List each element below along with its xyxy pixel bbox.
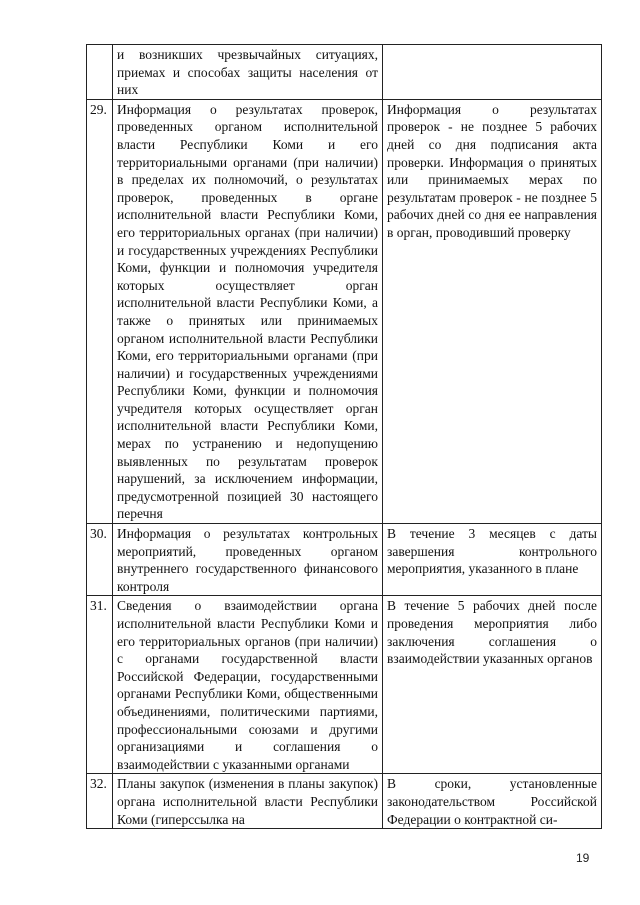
table-row	[87, 524, 602, 596]
information-cell	[113, 99, 383, 523]
information-cell	[113, 45, 383, 100]
information-text: и возникших чрезвычайных ситуациях, приемах и способах защиты населения от них	[117, 47, 378, 98]
information-text: Информация о результатах проверок, проведенных органом исполнительной власти Республики Коми и его территориальными органами (при наличии) в пределах их полномочий, о результатах проверок, проведенных в органе исполнительной власти Республики Коми, его территориальных органах (при наличии) и государственных учреждениях Республики Коми, функции и полномочия учредителя которых осуществляет орган исполнительной власти Республики Коми, а также о принятых или принимаемых органом исполнительной власти Республики Коми, его территориальными органами (при наличии) и государственных учреждениями Республики Коми, функции и полномочия учредителя которых осуществляет орган исполнительной власти Республики Коми, мерах по устранению и недопущению выявленных по результатам проверок нарушений, за исключением информации, предусмотренной позицией 30 настоящего перечня	[117, 101, 378, 522]
deadline-text: Информация о результатах проверок - не позднее 5 рабочих дней со дня подписания акта проверки. Информация о принятых или принимаемых мерах по результатам проверок - не позднее 5 рабочих дней со дня ее направления в орган, проводивший проверку	[387, 101, 597, 240]
row-number: 30.	[87, 524, 113, 596]
row-number: 32.	[87, 774, 113, 829]
information-cell	[113, 774, 383, 829]
table-row	[87, 596, 602, 774]
information-text: Сведения о взаимодействии органа исполнительной власти Республики Коми и его территориальных органов (при наличии) с органами государственной власти Российской Федерации, государственными органами Республики Коми, общественными объединениями, политическими партиями, профессиональными союзами и другими организациями и соглашения о взаимодействии с указанными органами	[117, 598, 378, 772]
information-cell	[113, 524, 383, 596]
document-table	[86, 44, 602, 829]
deadline-text: В сроки, установленные законодательством Российской Федерации о контрактной си-	[387, 776, 597, 827]
information-text: Информация о результатах контрольных мероприятий, проведенных органом внутреннего государственного финансового контроля	[117, 526, 378, 594]
information-text: Планы закупок (изменения в планы закупок) органа исполнительной власти Республики Коми (гиперссылка на	[117, 776, 378, 827]
table-row	[87, 99, 602, 523]
row-number	[87, 45, 113, 100]
deadline-cell	[383, 774, 602, 829]
row-number: 29.	[87, 99, 113, 523]
deadline-cell	[383, 99, 602, 523]
deadline-cell	[383, 596, 602, 774]
table-row	[87, 45, 602, 100]
deadline-text: В течение 3 месяцев с даты завершения контрольного мероприятия, указанного в плане	[387, 526, 597, 577]
deadline-cell	[383, 45, 602, 100]
information-cell	[113, 596, 383, 774]
deadline-cell	[383, 524, 602, 596]
table-row	[87, 774, 602, 829]
page-number: 19	[576, 851, 590, 865]
row-number: 31.	[87, 596, 113, 774]
deadline-text: В течение 5 рабочих дней после проведения мероприятия либо заключения соглашения о взаимодействии указанных органов	[387, 598, 597, 667]
